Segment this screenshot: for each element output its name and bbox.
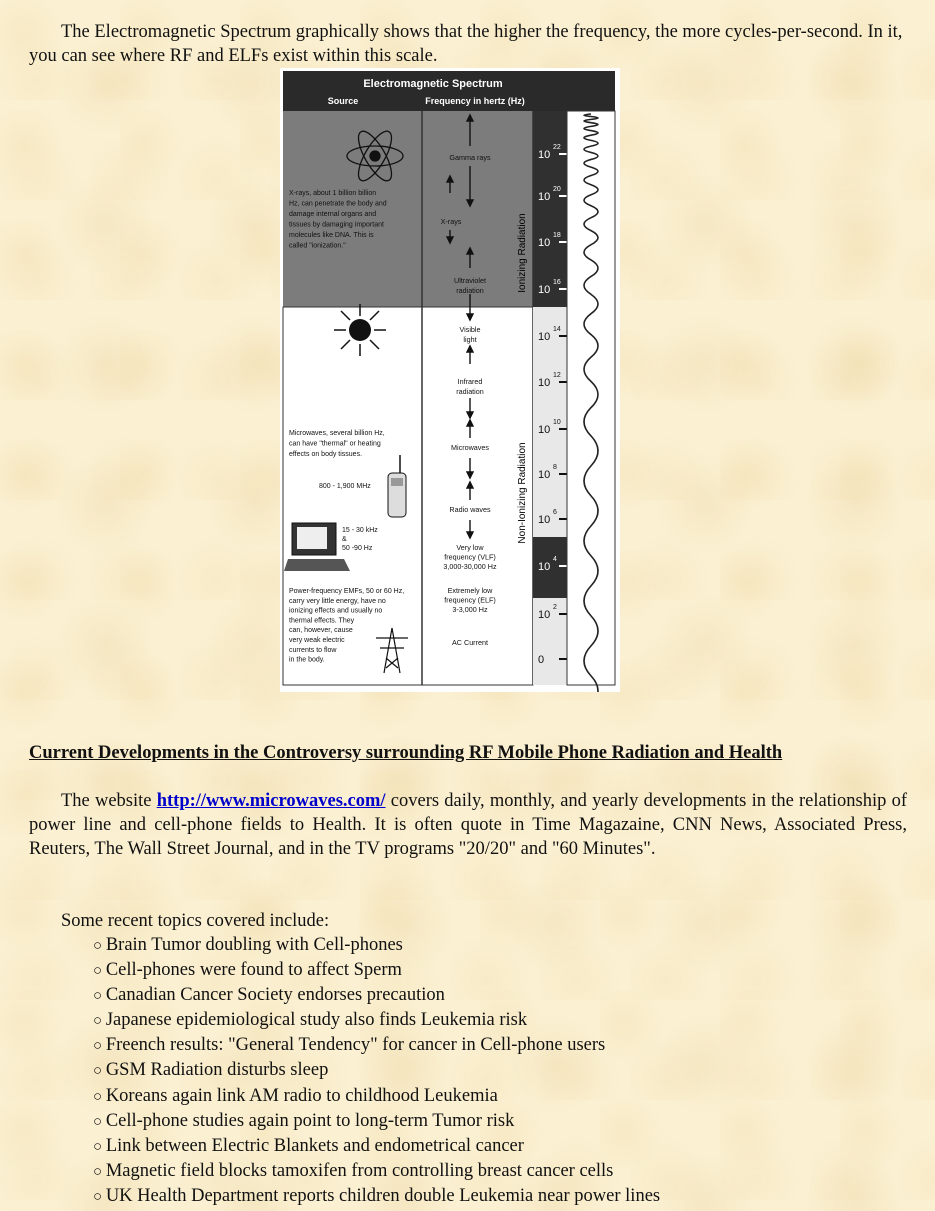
- list-item: ○ GSM Radiation disturbs sleep: [93, 1058, 660, 1083]
- power-frequency-description: currents to flow: [289, 646, 337, 654]
- figure-title: Electromagnetic Spectrum: [363, 78, 503, 90]
- source-column-header: Source: [327, 96, 359, 106]
- power-frequency-description: carry very little energy, have no: [289, 597, 386, 605]
- computer-frequency: &: [342, 536, 347, 543]
- scale-tick-exponent: 8: [553, 464, 557, 471]
- list-item: ○ Brain Tumor doubling with Cell-phones: [93, 933, 660, 958]
- sun-icon: [334, 304, 386, 356]
- band-visible-light: light: [463, 335, 477, 344]
- topics-list: [93, 933, 660, 1209]
- scale-tick-label: 10: [538, 284, 551, 296]
- scale-tick-label: 10: [538, 191, 551, 203]
- frequency-column-header: Frequency in hertz (Hz): [425, 96, 525, 106]
- xray-description: Hz, can penetrate the body and: [289, 200, 387, 208]
- band-x-rays: X-rays: [440, 217, 462, 226]
- band-vlf: Very low: [456, 543, 484, 552]
- microwave-description: can have "thermal" or heating: [289, 440, 381, 448]
- ionizing-section: [283, 111, 533, 307]
- scale-tick-exponent: 4: [553, 556, 557, 563]
- band-gamma-rays: Gamma rays: [449, 153, 491, 162]
- topics-intro: Some recent topics covered include:: [61, 911, 330, 931]
- list-item: ○ UK Health Department reports children double Leukemia near power lines: [93, 1184, 660, 1209]
- scale-tick-exponent: 16: [553, 279, 561, 286]
- scale-tick-label: 10: [538, 331, 551, 343]
- microwave-description: Microwaves, several billion Hz,: [289, 430, 385, 437]
- scale-tick-exponent: 18: [553, 232, 561, 239]
- band-elf: Extremely low: [447, 586, 493, 595]
- band-ultraviolet: Ultraviolet: [454, 276, 486, 285]
- scale-tick-label: 10: [538, 149, 551, 161]
- scale-tick-label: 10: [538, 377, 551, 389]
- phone-frequency: 800 - 1,900 MHz: [319, 483, 371, 490]
- power-frequency-description: thermal effects. They: [289, 617, 355, 625]
- band-infrared: radiation: [456, 387, 484, 396]
- section-heading: Current Developments in the Controversy surrounding RF Mobile Phone Radiation and Health: [29, 743, 783, 763]
- band-elf: frequency (ELF): [444, 595, 496, 605]
- xray-description: tissues by damaging important: [289, 221, 384, 229]
- list-item: ○ Link between Electric Blankets and endometrical cancer: [93, 1134, 660, 1159]
- scale-tick-exponent: 6: [553, 509, 557, 516]
- xray-description: damage internal organs and: [289, 211, 377, 218]
- power-frequency-description: Power-frequency EMFs, 50 or 60 Hz,: [289, 588, 405, 595]
- scale-tick-label: 10: [538, 609, 551, 621]
- power-frequency-description: in the body.: [289, 656, 325, 664]
- scale-tick-label: 10: [538, 514, 551, 526]
- scale-tick-label: 0: [538, 654, 545, 666]
- list-item: ○ Cell-phone studies again point to long-term Tumor risk: [93, 1109, 660, 1134]
- scale-tick-exponent: 14: [553, 326, 561, 333]
- list-item: ○ Koreans again link AM radio to childhood Leukemia: [93, 1084, 660, 1109]
- list-item: ○ Canadian Cancer Society endorses precaution: [93, 983, 660, 1008]
- band-microwaves: Microwaves: [451, 443, 489, 452]
- xray-description: X-rays, about 1 billion billion: [289, 190, 377, 197]
- scale-tick-exponent: 20: [553, 186, 561, 193]
- electromagnetic-spectrum-figure: [280, 68, 620, 692]
- band-radio-waves: Radio waves: [449, 505, 491, 514]
- list-item: ○ Cell-phones were found to affect Sperm: [93, 958, 660, 983]
- website-paragraph: [29, 789, 907, 861]
- band-ultraviolet: radiation: [456, 286, 484, 295]
- computer-frequency: 50 -90 Hz: [342, 545, 373, 552]
- non-ionizing-label: Non-Ionizing Radiation: [517, 442, 528, 544]
- band-infrared: Infrared: [457, 377, 483, 386]
- list-item: ○ Magnetic field blocks tamoxifen from controlling breast cancer cells: [93, 1159, 660, 1184]
- power-frequency-description: can, however, cause: [289, 627, 353, 635]
- scale-tick-exponent: 22: [553, 144, 561, 151]
- scale-tick-label: 10: [538, 561, 551, 573]
- spectrum-diagram: [280, 68, 620, 692]
- power-frequency-description: very weak electric: [289, 637, 345, 644]
- power-frequency-description: ionizing effects and usually no: [289, 607, 383, 615]
- band-elf: 3-3,000 Hz: [452, 605, 488, 614]
- computer-frequency: 15 - 30 kHz: [342, 527, 378, 534]
- microwave-description: effects on body tissues.: [289, 451, 363, 458]
- band-vlf: frequency (VLF): [444, 552, 496, 562]
- scale-tick-label: 10: [538, 424, 551, 436]
- list-item: ○ Freench results: "General Tendency" for cancer in Cell-phone users: [93, 1033, 660, 1058]
- scale-tick-exponent: 10: [553, 419, 561, 426]
- band-ac-current: AC Current: [452, 638, 488, 647]
- scale-tick-label: 10: [538, 237, 551, 249]
- band-visible-light: Visible: [459, 325, 481, 334]
- scale-tick-exponent: 12: [553, 372, 561, 379]
- xray-description: called "ionization.": [289, 242, 346, 250]
- ionizing-label: Ionizing Radiation: [517, 213, 528, 293]
- website-text-before: The website: [61, 791, 157, 811]
- xray-description: molecules like DNA. This is: [289, 232, 374, 239]
- scale-tick-exponent: 2: [553, 604, 557, 611]
- list-item: ○ Japanese epidemiological study also finds Leukemia risk: [93, 1008, 660, 1033]
- intro-paragraph: The Electromagnetic Spectrum graphically shows that the higher the frequency, the more cycles-per-second. In it, you can see where RF and ELFs exist within this scale.: [29, 22, 903, 66]
- microwaves-link[interactable]: http://www.microwaves.com/: [156, 791, 386, 811]
- website-text-after: covers daily, monthly, and yearly developments in the relationship of power line and cell-phone fields to Health. It is often quote in Time Magazaine, CNN News, Associated Press, Reuters, The Wall Street Journal, and in the TV programs "20/20" and "60 Minutes".: [29, 791, 907, 859]
- scale-tick-label: 10: [538, 469, 551, 481]
- band-vlf: 3,000-30,000 Hz: [443, 562, 497, 571]
